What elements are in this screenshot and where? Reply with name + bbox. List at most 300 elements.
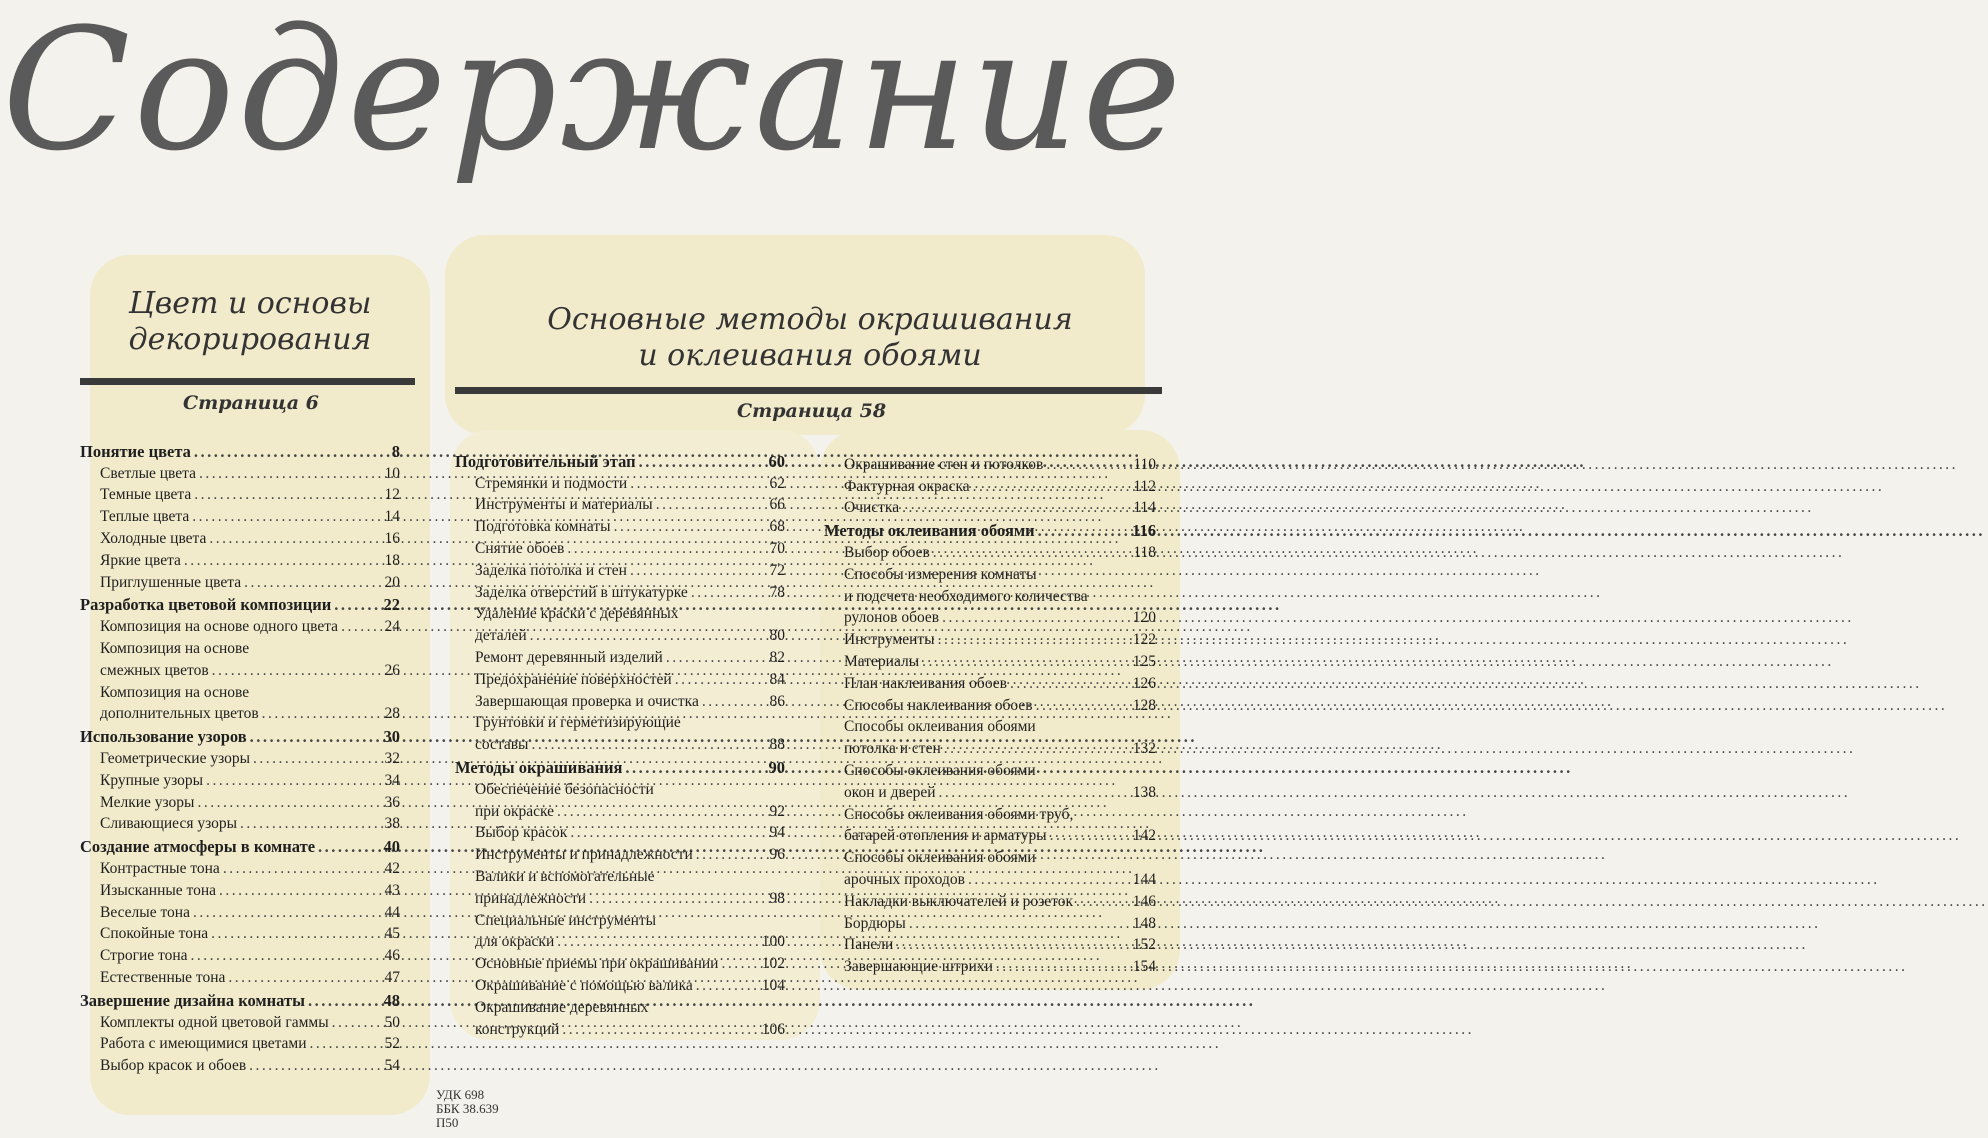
toc-entry-title: Удаление краски с деревянных — [475, 605, 679, 623]
toc-entry-title: Работа с имеющимися цветами — [100, 1035, 307, 1053]
toc-dot-leader — [228, 968, 381, 987]
toc-entry — [80, 922, 400, 944]
toc-entry-page: 16 — [384, 529, 400, 547]
toc-dot-leader — [656, 495, 767, 514]
toc-entry-title: Специальные инструменты — [475, 911, 657, 929]
toc-entry — [455, 689, 785, 711]
toc-dot-leader — [721, 954, 758, 973]
section-title-line: и оклеивания обоями — [638, 338, 982, 373]
toc-entry — [455, 558, 785, 580]
toc-entry — [455, 1017, 785, 1039]
toc-entry — [824, 693, 1156, 715]
toc-dot-leader — [212, 661, 382, 680]
toc-dot-leader — [199, 464, 382, 483]
toc-dot-leader — [253, 749, 381, 768]
toc-entry-title: Ремонт деревянный изделий — [475, 648, 663, 666]
toc-entry-page: 50 — [384, 1013, 400, 1031]
toc-dot-leader — [192, 507, 381, 526]
toc-chapter-entry — [80, 592, 400, 615]
toc-dot-leader — [244, 573, 381, 592]
toc-dot-leader — [973, 477, 1131, 496]
toc-dot-leader — [1038, 521, 1129, 540]
toc-entry-title: Методы окрашивания — [455, 757, 623, 777]
toc-entry — [80, 658, 400, 680]
toc-entry-title: Мелкие узоры — [100, 793, 195, 811]
toc-entry — [80, 1010, 400, 1032]
toc-dot-leader — [223, 859, 382, 878]
toc-entry-page: 96 — [769, 846, 785, 864]
toc-entry-page: 118 — [1133, 543, 1156, 561]
toc-dot-leader — [933, 543, 1131, 562]
toc-entry — [455, 623, 785, 645]
toc-entry — [824, 671, 1156, 693]
toc-entry-title: Заделка потолка и стен — [475, 561, 627, 579]
toc-entry-title: Способы измерения комнаты — [844, 565, 1037, 583]
toc-entry-page: 40 — [383, 837, 400, 857]
toc-entry — [455, 886, 785, 908]
toc-entry — [455, 864, 785, 886]
toc-dot-leader — [939, 783, 1130, 802]
toc-dot-leader — [691, 583, 767, 602]
toc-entry-title: Композиция на основе одного цвета — [100, 618, 339, 636]
toc-dot-leader — [625, 758, 765, 777]
toc-dot-leader — [996, 957, 1130, 976]
toc-entry-page: 84 — [769, 670, 785, 688]
toc-entry-title: составы — [475, 736, 529, 754]
toc-dot-leader — [896, 935, 1129, 954]
toc-dot-leader — [557, 932, 759, 951]
toc-entry — [824, 562, 1156, 584]
toc-entry — [80, 746, 400, 768]
udk-block — [436, 1088, 499, 1130]
toc-dot-leader — [332, 1013, 382, 1032]
toc-dot-leader — [562, 1020, 758, 1039]
toc-dot-leader — [666, 648, 767, 667]
toc-entry-page: 78 — [769, 583, 785, 601]
toc-entry-title: дополнительных цветов — [100, 705, 259, 723]
toc-entry-page: 32 — [384, 749, 400, 767]
toc-entry-title: Валики и вспомогательные — [475, 867, 655, 885]
toc-entry-title: и подсчета необходимого количества — [844, 587, 1088, 605]
toc-entry — [80, 1032, 400, 1054]
toc-entry-title: Окрашивание с помощью валика — [475, 976, 693, 994]
section-page-ref-right: Страница 58 — [737, 400, 887, 422]
toc-entry-page: 12 — [384, 486, 400, 504]
toc-entry — [455, 951, 785, 973]
toc-dot-leader — [191, 946, 382, 965]
toc-entry-title: Основные приемы при окрашивании — [475, 955, 719, 973]
toc-entry — [455, 667, 785, 689]
toc-entry-page: 142 — [1132, 827, 1156, 845]
toc-entry-title: принадлежности — [475, 889, 587, 907]
toc-entry — [824, 496, 1156, 518]
toc-dot-leader — [944, 739, 1130, 758]
toc-dot-leader — [639, 452, 766, 471]
toc-dot-leader — [194, 485, 381, 504]
toc-dot-leader — [696, 976, 759, 995]
toc-dot-leader — [902, 498, 1130, 517]
toc-entry-page: 110 — [1133, 455, 1156, 473]
toc-entry — [80, 461, 400, 483]
toc-entry — [824, 540, 1156, 562]
toc-entry-page: 14 — [384, 508, 400, 526]
toc-entry-title: потолка и стен — [844, 740, 941, 758]
toc-entry — [824, 824, 1156, 846]
toc-entry-page: 120 — [1132, 609, 1156, 627]
toc-dot-leader — [341, 617, 381, 636]
toc-entry — [824, 954, 1156, 976]
toc-dot-leader — [570, 823, 766, 842]
toc-entry — [455, 930, 785, 952]
toc-dot-leader — [922, 652, 1130, 671]
toc-entry — [455, 821, 785, 843]
toc-entry — [455, 645, 785, 667]
toc-entry — [824, 845, 1156, 867]
toc-entry-title: Грунтовки и герметизирующие — [475, 714, 681, 732]
toc-entry — [824, 715, 1156, 737]
toc-entry-title: Крупные узоры — [100, 771, 204, 789]
toc-entry-page: 20 — [384, 573, 400, 591]
toc-entry-page: 92 — [769, 802, 785, 820]
udk-line: УДК 698 — [436, 1087, 485, 1102]
toc-entry-page: 152 — [1132, 936, 1156, 954]
toc-dot-leader — [589, 889, 766, 908]
toc-entry — [824, 649, 1156, 671]
toc-entry — [455, 973, 785, 995]
toc-dot-leader — [567, 539, 766, 558]
section-title-line: декорирования — [128, 322, 372, 357]
toc-entry — [824, 867, 1156, 889]
toc-dot-leader — [702, 692, 767, 711]
toc-entry-title: Веселые тона — [100, 903, 190, 921]
toc-entry-title: Изысканные тона — [100, 881, 217, 899]
toc-entry-page: 34 — [384, 771, 400, 789]
toc-entry — [455, 842, 785, 864]
toc-entry-title: окон и дверей — [844, 783, 936, 801]
toc-entry — [80, 812, 400, 834]
toc-entry-page: 72 — [769, 561, 785, 579]
toc-entry-page: 52 — [384, 1035, 400, 1053]
toc-entry-page: 114 — [1133, 499, 1156, 517]
toc-entry — [80, 680, 400, 702]
toc-entry — [80, 1053, 400, 1075]
toc-entry-title: для окраски — [475, 933, 555, 951]
toc-entry-title: Выбор обоев — [844, 543, 930, 561]
toc-entry-title: Приглушенные цвета — [100, 573, 242, 591]
toc-dot-leader — [193, 903, 382, 922]
toc-dot-leader — [968, 870, 1130, 889]
toc-entry-title: Композиция на основе — [100, 639, 250, 657]
toc-entry-page: 26 — [384, 661, 400, 679]
toc-entry-page: 98 — [769, 889, 785, 907]
toc-entry — [80, 504, 400, 526]
toc-entry — [824, 452, 1156, 474]
section-title-line: Основные методы окрашивания — [547, 302, 1073, 337]
toc-entry — [824, 911, 1156, 933]
toc-entry-page: 104 — [761, 976, 785, 994]
toc-entry-page: 46 — [384, 947, 400, 965]
toc-dot-leader — [206, 771, 381, 790]
toc-entry-title: Выбор красок — [475, 824, 568, 842]
toc-dot-leader — [194, 442, 389, 461]
toc-entry-page: 94 — [769, 824, 785, 842]
toc-entry-title: Способы оклеивания обоями — [844, 761, 1036, 779]
toc-entry-page: 90 — [768, 757, 785, 777]
toc-entry-title: Темные цвета — [100, 486, 192, 504]
section-rule-left — [80, 378, 415, 385]
toc-dot-leader — [530, 626, 767, 645]
toc-dot-leader — [909, 914, 1130, 933]
toc-chapter-entry — [80, 833, 400, 856]
toc-entry-page: 86 — [769, 692, 785, 710]
toc-entry-title: арочных проходов — [844, 870, 965, 888]
toc-dot-leader — [942, 608, 1130, 627]
toc-entry-title: Теплые цвета — [100, 508, 190, 526]
toc-entry — [824, 584, 1156, 606]
toc-entry-title: Разработка цветовой композиции — [80, 595, 332, 615]
toc-entry-title: Способы оклеивания обоями — [844, 849, 1036, 867]
toc-entry — [455, 536, 785, 558]
toc-entry-page: 68 — [769, 518, 785, 536]
toc-entry-title: Панели — [844, 936, 894, 954]
section-title-right — [525, 302, 1095, 374]
toc-entry-page: 30 — [383, 727, 400, 747]
toc-entry — [455, 711, 785, 733]
section-page-ref-left: Страница 6 — [183, 392, 319, 414]
toc-entry — [455, 799, 785, 821]
toc-entry-title: План наклеивания обоев — [844, 674, 1007, 692]
toc-entry — [455, 777, 785, 799]
toc-entry-page: 128 — [1132, 696, 1156, 714]
toc-entry — [824, 780, 1156, 802]
toc-entry-title: Бордюры — [844, 914, 906, 932]
toc-dot-leader — [334, 595, 380, 614]
toc-entry-title: Завершение дизайна комнаты — [80, 990, 305, 1010]
toc-entry-page: 148 — [1132, 914, 1156, 932]
toc-entry-page: 22 — [383, 595, 400, 615]
toc-entry-title: при окраске — [475, 802, 555, 820]
toc-entry-title: Комплекты одной цветовой гаммы — [100, 1013, 329, 1031]
toc-entry-page: 44 — [384, 903, 400, 921]
toc-entry — [824, 933, 1156, 955]
toc-entry-title: Холодные цвета — [100, 529, 207, 547]
toc-entry-page: 116 — [1132, 521, 1156, 541]
toc-entry — [455, 602, 785, 624]
toc-entry-title: батарей отопления и арматуры — [844, 827, 1047, 845]
toc-entry-title: Создание атмосферы в комнате — [80, 837, 316, 857]
toc-dot-leader — [262, 704, 382, 723]
toc-entry — [455, 514, 785, 536]
toc-entry — [80, 526, 400, 548]
toc-entry — [80, 856, 400, 878]
toc-dot-leader — [531, 735, 766, 754]
toc-entry-page: 60 — [768, 451, 785, 471]
toc-entry — [455, 732, 785, 754]
toc-entry-page: 66 — [769, 496, 785, 514]
toc-entry-title: Естественные тона — [100, 968, 226, 986]
toc-entry-title: Снятие обоев — [475, 539, 565, 557]
toc-entry-title: Очистка — [844, 499, 900, 517]
toc-entry-title: Подготовительный этап — [455, 451, 636, 471]
toc-entry — [80, 965, 400, 987]
toc-entry-page: 138 — [1132, 783, 1156, 801]
toc-entry — [80, 636, 400, 658]
toc-dot-leader — [1050, 826, 1130, 845]
toc-entry-page: 112 — [1133, 477, 1156, 495]
toc-entry — [455, 995, 785, 1017]
toc-entry-title: Окрашивание стен и потолков — [844, 455, 1044, 473]
toc-entry-page: 43 — [384, 881, 400, 899]
toc-dot-leader — [310, 1034, 382, 1053]
toc-dot-leader — [557, 802, 766, 821]
toc-entry-title: Использование узоров — [80, 727, 247, 747]
toc-entry — [80, 943, 400, 965]
toc-entry — [80, 790, 400, 812]
toc-entry-title: рулонов обоев — [844, 609, 940, 627]
toc-entry-page: 70 — [769, 539, 785, 557]
toc-entry-title: Инструменты — [844, 631, 935, 649]
toc-dot-leader — [630, 474, 766, 493]
toc-entry — [80, 768, 400, 790]
toc-dot-leader — [1036, 696, 1130, 715]
toc-dot-leader — [1046, 455, 1130, 474]
toc-entry-title: Завершающая проверка и очистка — [475, 692, 699, 710]
toc-entry-title: Сливающиеся узоры — [100, 815, 238, 833]
toc-entry-title: Накладки выключателей и розеток — [844, 892, 1074, 910]
toc-entry — [824, 758, 1156, 780]
toc-chapter-entry — [80, 987, 400, 1010]
toc-dot-leader — [197, 793, 381, 812]
toc-entry-title: Способы наклеивания обоев — [844, 696, 1033, 714]
toc-entry-page: 80 — [769, 627, 785, 645]
toc-entry-title: Геометрические узоры — [100, 749, 251, 767]
toc-dot-leader — [630, 561, 767, 580]
toc-entry-title: Фактурная окраска — [844, 477, 970, 495]
toc-entry-page: 54 — [384, 1057, 400, 1075]
toc-entry-title: деталей — [475, 627, 527, 645]
toc-entry — [824, 736, 1156, 758]
toc-entry-title: Понятие цвета — [80, 441, 191, 461]
toc-entry-title: Подготовка комнаты — [475, 518, 611, 536]
toc-entry-title: Строгие тона — [100, 947, 188, 965]
toc-chapter-entry — [80, 438, 400, 461]
toc-entry-page: 154 — [1132, 958, 1156, 976]
toc-entry-page: 146 — [1132, 892, 1156, 910]
toc-entry — [455, 908, 785, 930]
toc-dot-leader — [318, 837, 380, 856]
toc-entry-title: Материалы — [844, 652, 920, 670]
toc-entry — [80, 702, 400, 724]
toc-entry-page: 47 — [384, 968, 400, 986]
toc-entry-title: Спокойные тона — [100, 925, 209, 943]
toc-entry-title: Инструменты и материалы — [475, 496, 653, 514]
toc-entry-title: Инструменты и принадлежности — [475, 846, 693, 864]
toc-entry-title: Окрашивание деревянных — [475, 998, 649, 1016]
toc-entry-title: конструкций — [475, 1020, 560, 1038]
toc-chapter-entry — [824, 517, 1156, 540]
toc-entry-page: 106 — [761, 1020, 785, 1038]
toc-entry — [455, 471, 785, 493]
toc-chapter-entry — [455, 448, 785, 471]
toc-dot-leader — [308, 991, 381, 1010]
toc-entry-page: 100 — [761, 933, 785, 951]
udk-line: ББК 38.639 — [436, 1101, 499, 1116]
toc-entry-title: Предохранение поверхностей — [475, 670, 672, 688]
toc-entry — [80, 614, 400, 636]
toc-dot-leader — [938, 630, 1130, 649]
toc-dot-leader — [614, 517, 767, 536]
toc-dot-leader — [240, 814, 381, 833]
toc-entry-page: 10 — [384, 464, 400, 482]
toc-entry-page: 62 — [769, 474, 785, 492]
toc-entry-title: смежных цветов — [100, 661, 209, 679]
toc-entry-page: 18 — [384, 551, 400, 569]
toc-entry-title: Заделка отверстий в штукатурке — [475, 583, 688, 601]
section-rule-right — [455, 387, 1162, 394]
toc-entry — [80, 548, 400, 570]
toc-entry — [455, 493, 785, 515]
toc-entry-page: 132 — [1132, 740, 1156, 758]
toc-dot-leader — [250, 727, 381, 746]
toc-entry-page: 125 — [1132, 652, 1156, 670]
toc-dot-leader — [249, 1056, 381, 1075]
toc-entry-title: Светлые цвета — [100, 464, 196, 482]
toc-entry-page: 38 — [384, 815, 400, 833]
toc-entry-title: Обеспечение безопасности — [475, 780, 654, 798]
toc-dot-leader — [1076, 892, 1130, 911]
toc-entry-page: 144 — [1132, 870, 1156, 888]
toc-entry — [824, 802, 1156, 824]
toc-entry-title: Выбор красок и обоев — [100, 1057, 247, 1075]
toc-dot-leader — [696, 845, 767, 864]
toc-entry — [455, 580, 785, 602]
toc-chapter-entry — [455, 754, 785, 777]
toc-entry — [824, 606, 1156, 628]
page-title: Содержание — [2, 0, 1185, 188]
toc-entry-title: Способы оклеивания обоями труб, — [844, 805, 1074, 823]
toc-entry-page: 48 — [383, 990, 400, 1010]
toc-entry — [80, 570, 400, 592]
toc-entry-page: 8 — [391, 441, 400, 461]
toc-entry — [80, 878, 400, 900]
toc-chapter-entry — [80, 723, 400, 746]
toc-dot-leader — [209, 529, 381, 548]
toc-list-left — [80, 438, 400, 1075]
toc-entry — [80, 900, 400, 922]
toc-entry-title: Композиция на основе — [100, 683, 250, 701]
toc-entry-title: Стремянки и подмости — [475, 474, 628, 492]
toc-entry-page: 122 — [1132, 631, 1156, 649]
toc-entry-title: Завершающие штрихи — [844, 958, 993, 976]
toc-entry-page: 45 — [384, 925, 400, 943]
toc-entry-title: Яркие цвета — [100, 551, 181, 569]
toc-entry-page: 42 — [384, 859, 400, 877]
toc-entry — [824, 474, 1156, 496]
toc-list-right-col1 — [455, 448, 785, 1039]
toc-entry-page: 102 — [761, 955, 785, 973]
toc-entry-page: 24 — [384, 618, 400, 636]
toc-entry — [80, 483, 400, 505]
toc-entry-page: 36 — [384, 793, 400, 811]
toc-entry — [824, 889, 1156, 911]
toc-entry-page: 28 — [384, 705, 400, 723]
toc-entry-page: 82 — [769, 648, 785, 666]
toc-entry-page: 88 — [769, 736, 785, 754]
toc-dot-leader — [219, 881, 381, 900]
toc-entry-title: Способы оклеивания обоями — [844, 718, 1036, 736]
toc-entry-title: Контрастные тона — [100, 859, 220, 877]
toc-dot-leader — [211, 924, 381, 943]
